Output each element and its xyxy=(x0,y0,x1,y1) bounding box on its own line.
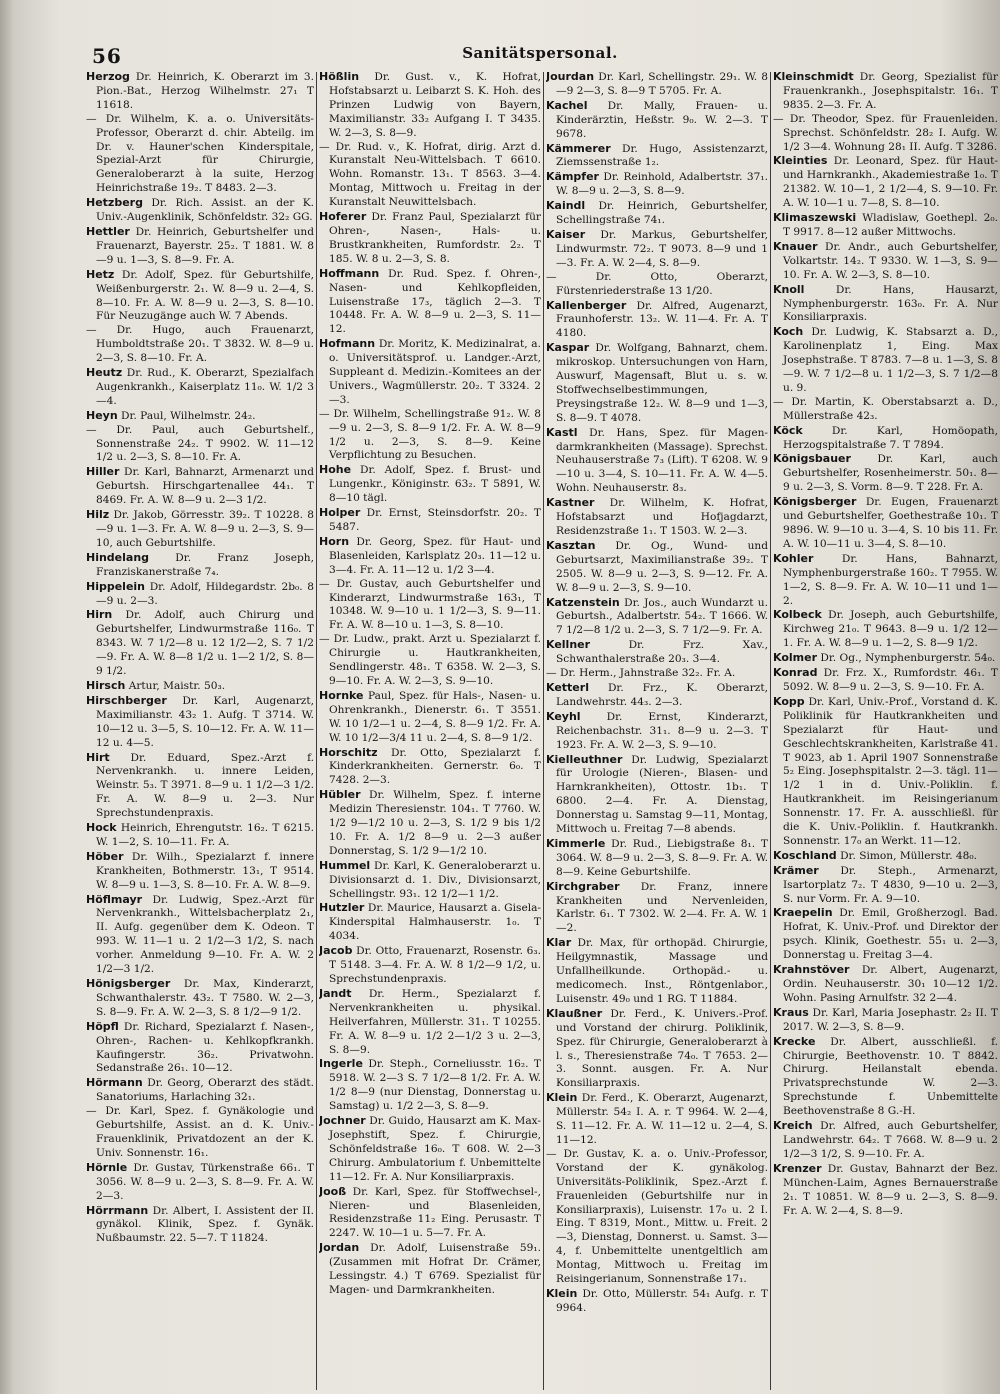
entry-surname: Königsbauer xyxy=(773,452,851,466)
directory-entry xyxy=(546,837,768,880)
entry-surname: Hofmann xyxy=(319,337,376,351)
entry-details: Dr. Karl, Augenarzt, Maximilianstr. 43₂ 1. Aufg. T 3714. W. 10—12 u. 3—5, S. 10—12. Fr. A. W. 11—12 u. 4—5. xyxy=(96,694,314,749)
entry-surname: Hindelang xyxy=(86,550,150,564)
entry-details: Dr. Albert, Augenarzt, Ordin. Neuhauserstr. 30₁ 10—12 1/2. Wohn. Pasing Arnulfstr. 32 2—4. xyxy=(783,964,998,1004)
entry-details: Dr. Franz Paul, Spezialarzt für Ohren-, Nasen-, Hals- u. Brustkrankheiten, Rumfordstr. 2₂. T 185. W. 8 u. 2—3, S. 8. xyxy=(329,211,541,265)
entry-details: Dr. Herm., Spezialarzt f. Nervenkrankheiten u. physikal. Heilverfahren, Müllerstr. 31₁. T 10255. Fr. A. W. 8—9 u. 1/2 2—1/2 3 u. 2—3, S. 8—9. xyxy=(329,987,541,1056)
entry-surname: Holper xyxy=(319,506,361,520)
entry-surname: Hoffmann xyxy=(319,266,380,280)
directory-entry xyxy=(86,409,314,424)
entry-surname: Hirschberger xyxy=(86,693,167,707)
entry-details: Dr. Ferd., K. Univers.-Prof. und Vorstand der chirurg. Poliklinik, Spez. für Chirurgie, Generaloberarzt à l. s., Theresienstraße 74₀. T 7653. 2—3. Sonnt. ausgen. Fr. A. Nur Konsiliarpraxis. xyxy=(556,1007,768,1090)
entry-details: Dr. Richard, Spezialarzt f. Nasen-, Ohren-, Rachen- u. Kehlkopfkrankh. Kaufingerstr. 36₂. Privatwohn. Sedanstraße 26₁. 10—12. xyxy=(96,1020,314,1075)
entry-details: Dr. Hans, Bahnarzt, Nymphenburgerstraße 160₂. T 7955. W. 1—2, S. 8—9. Fr. A. W. 10—11 und 1—2. xyxy=(783,552,998,607)
entry-details: Dr. Hugo, Assistenzarzt, Ziemssenstraße 1₂. xyxy=(556,142,768,169)
directory-entry xyxy=(319,987,541,1058)
entry-surname: Hornke xyxy=(319,688,364,702)
directory-entry xyxy=(546,1148,768,1287)
entry-details: Dr. Rud. Spez. f. Ohren-, Nasen- und Kehlkopfleiden, Luisenstraße 17₃, täglich 2—3. T 10448. Fr. A. W. 8—9 u. 2—3, S. 11—12. xyxy=(329,267,541,336)
directory-entry xyxy=(773,240,998,283)
entry-details: Dr. Rud., Liebigstraße 8₁. T 3064. W. 8—9 u. 2—3, S. 8—9. Fr. A. W. 8—9. Keine Geburtshilfe. xyxy=(556,837,768,878)
entry-details: — Dr. Paul, auch Geburtshelf., Sonnenstraße 24₂. T 9902. W. 11—12 1/2 u. 2—3, S. 8—10. Fr. A. xyxy=(86,423,314,464)
entry-details: Dr. Rud., K. Oberarzt, Spezialfach Augenkrankh., Kaiserplatz 11₀. W. 1/2 3—4. xyxy=(96,367,314,407)
entry-details: — Dr. Gustav, K. a. o. Univ.-Professor, Vorstand der K. gynäkolog. Universitäts-Poliklinik, Spez.-Arzt f. Frauenleiden (Geburtshilfe nur in Konsiliarpraxis), Luisenstr. 17₀ u. 2 I. Eing. T 8319, Mont., Mittw. u. Freit. 2—3, Dienstag, Donnerst. u. Samst. 3—4, f. Unbemittelte unentgeltlich am Montag, Mittwoch u. Freitag im Reisingerianum, Sonnenstraße 17₁. xyxy=(546,1147,768,1286)
directory-entry xyxy=(86,196,314,225)
directory-entry xyxy=(546,667,768,681)
entry-surname: Kallenberger xyxy=(546,298,627,312)
directory-entry xyxy=(773,651,998,666)
directory-entry xyxy=(773,70,998,113)
entry-details: Dr. Karl, Maria Josephastr. 2₂ II. T 2017. W. 2—3, S. 8—9. xyxy=(783,1006,998,1033)
entry-surname: Hummel xyxy=(319,858,371,872)
directory-entry xyxy=(86,508,314,551)
column-2 xyxy=(319,70,541,1390)
entry-surname: Jordan xyxy=(319,1241,360,1255)
entry-surname: Hößlin xyxy=(319,70,360,83)
entry-details: Dr. Steph., Armenarzt, Isartorplatz 7₂. T 4830, 9—10 u. 2—3, S. nur Vorm. Fr. A. 9—10. xyxy=(783,864,998,905)
directory-entry xyxy=(319,535,541,578)
entry-details: Dr. Heinrich, K. Oberarzt im 3. Pion.-Bat., Herzog Wilhelmstr. 27₁ T 11618. xyxy=(96,71,314,111)
entry-surname: Horn xyxy=(319,534,350,548)
entry-details: Dr. Frz., K. Oberarzt, Landwehrstr. 44₃. 2—3. xyxy=(556,681,768,708)
entry-surname: Höpfl xyxy=(86,1019,119,1033)
entry-details: — Dr. Herm., Jahnstraße 32₂. Fr. A. xyxy=(546,667,736,680)
entry-surname: Kastner xyxy=(546,496,595,510)
entry-surname: Hippelein xyxy=(86,579,146,593)
entry-surname: Horschitz xyxy=(319,745,378,759)
directory-entry xyxy=(86,1204,314,1247)
directory-entry xyxy=(773,495,998,552)
entry-details: Dr. Mally, Frauen- u. Kinderärztin, Heßstr. 9₀. W. 2—3. T 9678. xyxy=(556,99,768,140)
directory-entry xyxy=(86,70,314,113)
entry-details: Dr. Georg, Oberarzt des städt. Sanatoriums, Harlaching 32₁. xyxy=(96,1077,314,1104)
entry-details: Dr. Georg, Spezialist für Frauenkrankh., Josephspitalstr. 16₁. T 9835. 2—3. Fr. A. xyxy=(783,71,998,111)
entry-details: Dr. Wilhelm, K. Hofrat, Hofstabsarzt und Hofjagdarzt, Residenzstraße 1₁. T 1503. W. 2—3. xyxy=(556,497,768,537)
entry-surname: Kämpfer xyxy=(546,170,599,184)
directory-entry xyxy=(773,1006,998,1035)
directory-entry xyxy=(773,113,998,155)
directory-entry xyxy=(546,199,768,228)
entry-surname: Kirchgraber xyxy=(546,879,620,893)
directory-entry xyxy=(319,1057,541,1114)
entry-surname: Kachel xyxy=(546,98,588,112)
entry-details: Dr. Adolf, Spez. f. Brust- und Lungenkr., Königinstr. 63₂. T 5891, W. 8—10 tägl. xyxy=(329,464,541,505)
entry-surname: Hilz xyxy=(86,508,110,522)
entry-surname: Hohe xyxy=(319,463,352,477)
directory-entry xyxy=(86,1161,314,1204)
entry-surname: Kaindl xyxy=(546,199,586,213)
entry-details: Dr. Maurice, Hausarzt a. Gisela-Kinderspital Halmhauserstr. 1₀. T 4034. xyxy=(329,902,541,943)
directory-entry xyxy=(319,408,541,464)
directory-entry xyxy=(546,170,768,199)
entry-details: Dr. Max, Kinderarzt, Schwanthalerstr. 43₂. T 7580. W. 2—3, S. 8—9. Fr. A. W. 2—3, S. 8 1/2—9 1/2. xyxy=(96,978,314,1018)
entry-surname: Klar xyxy=(546,936,572,950)
entry-details: Dr. Joseph, auch Geburtshilfe, Kirchweg 21₀. T 9643. 8—9 u. 1/2 12—1. Fr. A. W. 8—9 u. 1—2, S. 8—9 1/2. xyxy=(783,609,998,650)
entry-surname: Kraepelin xyxy=(773,906,833,920)
entry-surname: Klimaszewski xyxy=(773,211,857,225)
directory-entry xyxy=(546,70,768,99)
entry-details: Dr. Otto, Müllerstr. 54₁ Aufg. r. T 9964. xyxy=(556,1287,768,1314)
directory-entry xyxy=(546,936,768,1007)
entry-details: Dr. Heinrich, Geburtshelfer, Schellingstraße 74₁. xyxy=(556,200,768,227)
entry-details: Dr. Eugen, Frauenarzt und Geburtshelfer, Goethestraße 10₁. T 9896. W. 9—10 u. 3—4, S. 10 bis 11. Fr. A. W. 10—11 u. 3—4, S. 8—10. xyxy=(783,496,998,550)
directory-entry xyxy=(86,893,314,977)
directory-entry xyxy=(546,539,768,596)
directory-entry xyxy=(546,753,768,837)
directory-entry xyxy=(86,424,314,466)
entry-details: Dr. Albert, ausschließl. f. Chirurgie, Beethovenstr. 10. T 8842. Chirurg. Heilanstalt ebenda. Privatsprechstunde W. 2—3. Sprechstunde f. Unbemittelte Beethovenstraße 8 G.-H. xyxy=(783,1035,998,1118)
directory-entry xyxy=(546,142,768,171)
entry-surname: Königsberger xyxy=(773,495,857,509)
entry-surname: Krecke xyxy=(773,1034,816,1048)
entry-details: Dr. Rich. Assist. an der K. Univ.-Augenklinik, Schönfeldstr. 32₂ GG. xyxy=(96,197,314,224)
entry-details: Dr. Gustav, Türkenstraße 66₁. T 3056. W. 8—9 u. 2—3, S. 8—9. Fr. A. W. 2—3. xyxy=(96,1161,314,1202)
entry-details: Dr. Moritz, K. Medizinalrat, a. o. Universitätsprof. u. Landger.-Arzt, Suppleant d. Medizin.-Komitees an der Univers., Wagmüllerstr. 20₂. T 3324. 2—3. xyxy=(329,338,541,406)
entry-details: Dr. Adolf, Luisenstraße 59₁. (Zusammen mit Hofrat Dr. Crämer, Lessingstr. 4.) T 6769. Spezialist für Magen- und Darmkrankheiten. xyxy=(329,1242,541,1296)
entry-surname: Knauer xyxy=(773,239,818,253)
entry-details: — Dr. Gustav, auch Geburtshelfer und Kinderarzt, Lindwurmstraße 163₁, T 10348. W. 9—10 u. 1 1/2—3, S. 9—11. Fr. A. W. 8—10 u. 1—3, S. 8—10. xyxy=(319,577,541,632)
entry-details: Dr. Karl, Spez. für Stoffwechsel-, Nieren- und Blasenleiden, Residenzstraße 11₂ Eing. Perusastr. T 2247. W. 10—1 u. 5—7. Fr. A. xyxy=(329,1185,541,1240)
directory-entry xyxy=(319,788,541,859)
entry-details: Dr. Frz. X., Rumfordstr. 46₁. T 5092. W. 8—9 u. 2—3, S. 9—10. Fr. A. xyxy=(783,667,998,693)
entry-details: Dr. Og., Nymphenburgerstr. 54₀. xyxy=(820,652,996,665)
directory-entry xyxy=(546,681,768,710)
entry-surname: Koschland xyxy=(773,848,837,862)
entry-details: Artur, Maistr. 50₃. xyxy=(128,679,226,692)
directory-entry xyxy=(86,821,314,850)
directory-entry xyxy=(773,211,998,240)
running-head: Sanitätspersonal. xyxy=(462,44,618,62)
entry-details: Dr. Gust. v., K. Hofrat, Hofstabsarzt u. Leibarzt S. K. Hoh. des Prinzen Ludwig von Bayern, Maximilianstr. 33₂ Aufgang I. T 3435. W. 2—3, S. 8—9. xyxy=(329,71,541,139)
directory-entry xyxy=(319,337,541,408)
entry-details: Dr. Markus, Geburtshelfer, Lindwurmstr. 72₂. T 9073. 8—9 und 1—3. Fr. A. W. 2—4, S. 8—9. xyxy=(556,228,768,269)
entry-details: Dr. Karl, K. Generaloberarzt u. Divisionsarzt d. 1. Div., Divisionsarzt, Schellingstr. 93₁. 12 1/2—1 1/2. xyxy=(329,859,541,900)
entry-details: Dr. Max, für orthopäd. Chirurgie, Heilgymnastik, Massage und Unfallheilkunde. Orthopäd.- u. medicomech. Inst., Röntgenlabor., Luisenstr. 49₀ und 1 RG. T 11884. xyxy=(556,937,768,1005)
entry-details: Dr. Og., Wund- und Geburtsarzt, Maximilianstraße 39₂. T 2505. W. 8—9 u. 2—3, S. 9—12. Fr. A. W. 8—9 u. 2—3, S. 9—10. xyxy=(556,539,768,594)
entry-details: Dr. Hans, Hausarzt, Nymphenburgerstr. 163₀. Fr. A. Nur Konsiliarpraxis. xyxy=(783,283,998,324)
directory-entry xyxy=(86,1076,314,1105)
directory-entry xyxy=(773,1119,998,1162)
entry-details: Dr. Adolf, Hildegardstr. 2b₀. 8—9 u. 2—3. xyxy=(96,580,314,607)
columns-container xyxy=(86,70,998,1390)
directory-entry xyxy=(773,452,998,495)
directory-entry xyxy=(319,859,541,902)
directory-entry xyxy=(546,99,768,142)
entry-details: Dr. Franz, innere Krankheiten und Nervenleiden, Karlstr. 6₁. T 7302. W. 2—4. Fr. A. W. 1—2. xyxy=(556,880,768,935)
entry-details: Dr. Andr., auch Geburtshelfer, Volkartstr. 14₂. T 9330. W. 1—3, S. 9—10. Fr. A. W. 2—3, S. 8—10. xyxy=(783,240,998,281)
entry-surname: Keyhl xyxy=(546,709,581,723)
entry-surname: Ketterl xyxy=(546,680,589,694)
entry-details: Dr. Ludwig, Spez.-Arzt für Nervenkrankh., Wittelsbacherplatz 2₁, II. Aufg. gegenüber dem K. Odeon. T 993. W. 11—1 u. 2 1/2—3 1/2, S. nach vorher. Anmeldung 9—10. Fr. A. W. 2 1/2—3 1/2. xyxy=(96,893,314,976)
entry-surname: Kielleuthner xyxy=(546,752,623,766)
entry-details: — Dr. Martin, K. Oberstabsarzt a. D., Müllerstraße 42₃. xyxy=(773,395,998,422)
entry-details: Wladislaw, Goethepl. 2₀. T 9917. 8—12 außer Mittwochs. xyxy=(783,212,998,238)
directory-entry xyxy=(86,608,314,679)
entry-details: Dr. Reinhold, Adalbertstr. 37₁. W. 8—9 u. 2—3, S. 8—9. xyxy=(556,171,768,198)
entry-surname: Klaußner xyxy=(546,1006,603,1020)
entry-surname: Kreich xyxy=(773,1119,813,1133)
directory-entry xyxy=(319,578,541,634)
directory-entry xyxy=(546,426,768,497)
entry-surname: Kasztan xyxy=(546,538,596,552)
entry-details: Dr. Alfred, Augenarzt, Fraunhoferstr. 13₂. W. 11—4. Fr. A. T 4180. xyxy=(556,299,768,340)
entry-details: Dr. Karl, Univ.-Prof., Vorstand d. K. Poliklinik für Hautkrankheiten und Spezialarzt für Haut- und Geschlechtskrankheiten, Karlstraße 41. T 9023, ab 1. April 1907 Sonnenstraße 5₂ Eing. Josephspitalstr. 2—3. tägl. 11—1/2 1 in d. Univ.-Poliklin. f. Hautkrankheit. im Reisingerianum Sonnenstr. 17. Fr. A. ausschließl. für die K. Univ.-Poliklin. f. Hautkrankh. Sonnenstr. 17₀ an Werkt. 11—12. xyxy=(783,695,998,847)
directory-entry xyxy=(773,608,998,651)
entry-surname: Kastl xyxy=(546,425,578,439)
entry-details: Dr. Paul, Wilhelmstr. 24₂. xyxy=(121,409,256,422)
entry-surname: Knoll xyxy=(773,282,805,296)
entry-surname: Krenzer xyxy=(773,1161,822,1175)
entry-details: — Dr. Otto, Oberarzt, Fürstenriederstraße 13 1/20. xyxy=(546,270,768,297)
entry-details: Dr. Jos., auch Wundarzt u. Geburtsh., Adalbertstr. 54₂. T 1666. W. 7 1/2—8 1/2 u. 2—3, S. 7 1/2—9. Fr. A. xyxy=(556,596,768,637)
directory-entry xyxy=(319,1185,541,1242)
page-number: 56 xyxy=(92,44,122,68)
entry-details: Dr. Karl, Schellingstr. 29₁. W. 8—9 2—3, S. 8—9 T 5705. Fr. A. xyxy=(556,71,768,97)
entry-details: — Dr. Rud. v., K. Hofrat, dirig. Arzt d. Kuranstalt Neu-Wittelsbach. T 6610. Wohn. Romanstr. 13₁. T 8563. 3—4. Montag, Mittwoch u. Freitag in der Kuranstalt Neuwittelsbach. xyxy=(319,140,541,209)
directory-entry xyxy=(773,283,998,326)
directory-entry xyxy=(319,1241,541,1298)
entry-surname: Kaiser xyxy=(546,227,586,241)
entry-details: Paul, Spez. für Hals-, Nasen- u. Ohrenkrankh., Dienerstr. 6₁. T 3551. W. 10 1/2—1 u. 2—4, S. 8—9 1/2. Fr. A. W. 10 1/2—3/4 11 u. 2—4, S. 8—9 1/2. xyxy=(329,689,541,744)
directory-entry xyxy=(86,465,314,508)
directory-entry xyxy=(773,1035,998,1119)
directory-entry xyxy=(319,746,541,789)
directory-entry xyxy=(86,324,314,366)
entry-surname: Klein xyxy=(546,1091,578,1105)
directory-entry xyxy=(86,113,314,196)
directory-entry xyxy=(546,299,768,342)
directory-entry xyxy=(86,850,314,893)
directory-entry xyxy=(319,141,541,211)
entry-details: Heinrich, Ehrengutstr. 16₂. T 6215. W. 1—2, S. 10—11. Fr. A. xyxy=(96,822,314,848)
directory-entry xyxy=(773,424,998,453)
directory-entry xyxy=(86,366,314,409)
directory-entry xyxy=(546,710,768,753)
entry-surname: Kolbeck xyxy=(773,608,822,622)
directory-entry xyxy=(319,463,541,506)
directory-entry xyxy=(546,1091,768,1148)
entry-details: Dr. Otto, Spezialarzt f. Kinderkrankheiten. Gernerstr. 6₀. T 7428. 2—3. xyxy=(329,746,541,787)
entry-surname: Kämmerer xyxy=(546,141,611,155)
entry-surname: Jacob xyxy=(319,944,353,958)
entry-surname: Konrad xyxy=(773,666,818,680)
entry-details: Dr. Karl, Bahnarzt, Armenarzt und Geburtsh. Hirschgartenallee 44₁. T 8469. Fr. A. W. 8—9 u. 2—3 1/2. xyxy=(96,466,314,507)
directory-entry xyxy=(773,695,998,849)
directory-entry xyxy=(546,880,768,937)
column-3 xyxy=(546,70,768,1390)
column-rule xyxy=(770,72,771,1390)
entry-surname: Hoferer xyxy=(319,210,367,224)
entry-surname: Kellner xyxy=(546,638,591,652)
entry-surname: Katzenstein xyxy=(546,595,620,609)
column-1 xyxy=(86,70,314,1390)
entry-surname: Hirt xyxy=(86,750,110,764)
entry-surname: Heutz xyxy=(86,366,123,380)
entry-surname: Hirn xyxy=(86,608,113,622)
entry-details: Dr. Ernst, Steinsdorfstr. 20₂. T 5487. xyxy=(329,507,541,533)
directory-entry xyxy=(86,694,314,751)
directory-entry xyxy=(86,1020,314,1077)
entry-surname: Hörnle xyxy=(86,1160,128,1174)
entry-surname: Kleinschmidt xyxy=(773,70,854,83)
directory-entry xyxy=(86,580,314,609)
entry-details: Dr. Emil, Großherzogl. Bad. Hofrat, K. Univ.-Prof. und Direktor der psych. Klinik, Goethestr. 55₁ u. 2—3, Donnerstag u. Freitag 3—4. xyxy=(783,907,998,962)
entry-surname: Krahnstöver xyxy=(773,963,850,977)
entry-surname: Jandt xyxy=(319,986,352,1000)
entry-details: Dr. Wilhelm, Spez. f. interne Medizin Theresienstr. 104₁. T 7760. W. 1/2 9—1/2 10 u. 2—3, S. 1/2 9 bis 1/2 10. Fr. A. 1/2 8—9 u. 2—3 außer Donnerstag, S. 1/2 9—1/2 10. xyxy=(329,789,541,857)
entry-details: Dr. Leonard, Spez. für Haut- und Harnkrankh., Akademiestraße 1₀. T 21382. W. 10—1, 2 1/2—4, S. 9—10. Fr. A. W. 10—1 u. 7—8, S. 8—10. xyxy=(783,155,998,210)
entry-surname: Jooß xyxy=(319,1184,347,1198)
directory-entry xyxy=(773,396,998,424)
directory-entry xyxy=(773,154,998,211)
directory-entry xyxy=(546,1007,768,1091)
entry-details: Dr. Karl, Homöopath, Herzogspitalstraße 7. T 7894. xyxy=(783,424,998,451)
directory-entry xyxy=(773,325,998,396)
column-4 xyxy=(773,70,998,1390)
entry-surname: Koch xyxy=(773,325,804,339)
entry-details: Dr. Wilh., Spezialarzt f. innere Krankheiten, Bothmerstr. 13₁, T 9514. W. 8—9 u. 1—3, S. 8—10. Fr. A. W. 8—9. xyxy=(96,850,314,891)
directory-entry xyxy=(86,551,314,580)
entry-details: Dr. Heinrich, Geburtshelfer und Frauenarzt, Bayerstr. 25₂. T 1881. W. 8—9 u. 1—3, S. 8—9. Fr. A. xyxy=(96,225,314,266)
entry-surname: Hetzberg xyxy=(86,196,143,210)
directory-entry xyxy=(773,1162,998,1219)
directory-entry xyxy=(319,210,541,267)
entry-details: Dr. Frz. Xav., Schwanthalerstraße 20₃. 3—4. xyxy=(556,639,768,666)
entry-details: Dr. Franz Joseph, Franziskanerstraße 7₄. xyxy=(96,551,314,578)
entry-details: Dr. Guido, Hausarzt am K. Max-Josephstift, Spez. f. Chirurgie, Schönfeldstraße 16₀. T 608. W. 2—3 Chirurg. Ambulatorium f. Unbemittelte 11—12. Fr. A. Nur Konsiliarpraxis. xyxy=(329,1115,541,1183)
directory-entry xyxy=(319,1114,541,1185)
entry-details: Dr. Hans, Spez. für Magen-darmkrankheiten (Massage). Sprechst. Neuhauserstraße 7₃ (Lift). T 6208. W. 9—10 u. 3—4, S. 10—11. Fr. A. W. 4—5. Wohn. Neuhauserstr. 8₃. xyxy=(556,426,768,495)
directory-entry xyxy=(773,849,998,864)
directory-entry xyxy=(546,596,768,639)
entry-surname: Hörmann xyxy=(86,1076,143,1090)
directory-entry xyxy=(86,1105,314,1161)
directory-entry xyxy=(319,689,541,746)
directory-entry xyxy=(319,901,541,944)
entry-details: Dr. Ludwig, K. Stabsarzt a. D., Karolinenplatz 1, Eing. Max Josephstraße. T 8783. 7—8 u. 1—3, S. 8—9. W. 7 1/2—8 u. 1 1/2—3, S. 7 1/2—8 u. 9. xyxy=(783,326,998,394)
entry-surname: Kimmerle xyxy=(546,836,606,850)
directory-entry xyxy=(773,666,998,695)
entry-surname: Hirsch xyxy=(86,678,126,692)
entry-surname: Hettler xyxy=(86,224,130,238)
entry-surname: Kopp xyxy=(773,694,805,708)
entry-details: Dr. Ernst, Kinderarzt, Reichenbachstr. 31₁. 8—9 u. 2—3. T 1923. Fr. A. W. 2—3, S. 9—10. xyxy=(556,710,768,751)
entry-surname: Hönigsberger xyxy=(86,977,171,990)
entry-surname: Ingerle xyxy=(319,1057,363,1071)
directory-entry xyxy=(773,552,998,609)
directory-entry xyxy=(546,1287,768,1316)
directory-entry xyxy=(319,70,541,141)
entry-details: Dr. Ludwig, Spezialarzt für Urologie (Nieren-, Blasen- und Harnkrankheiten), Ottostr. 1b₁. T 6800. 2—4. Fr. A. Dienstag, Donnerstag u. Samstag 9—11, Montag, Mittwoch u. Freitag 7—8 abends. xyxy=(556,753,768,836)
directory-entry xyxy=(319,944,541,987)
entry-surname: Krämer xyxy=(773,863,819,877)
entry-details: Dr. Alfred, auch Geburtshelfer, Landwehrstr. 64₂. T 7668. W. 8—9 u. 2 1/2—3 1/2, S. 9—10. Fr. A. xyxy=(783,1120,998,1160)
directory-entry xyxy=(546,341,768,425)
entry-surname: Jochner xyxy=(319,1114,366,1128)
directory-entry xyxy=(773,864,998,907)
entry-details: Dr. Otto, Frauenarzt, Rosenstr. 6₃. T 5148. 3—4. Fr. A. W. 8 1/2—9 1/2, u. Sprechstundenpraxis. xyxy=(329,945,541,985)
entry-details: Dr. Simon, Müllerstr. 48₀. xyxy=(840,849,978,862)
entry-details: — Dr. Hugo, auch Frauenarzt, Humboldtstraße 20₁. T 3832. W. 8—9 u. 2—3, S. 8—10. Fr. A. xyxy=(86,324,314,365)
entry-details: Dr. Adolf, auch Chirurg und Geburtshelfer, Lindwurmstraße 116₀. T 8343. W. 7 1/2—8 u. 12 1/2—2, S. 7 1/2—9. Fr. A. W. 8—8 1/2 u. 1—2 1/2, S. 8—9 1/2. xyxy=(96,609,314,678)
entry-surname: Kleinties xyxy=(773,154,828,168)
directory-entry xyxy=(86,679,314,694)
entry-surname: Hiller xyxy=(86,465,120,479)
entry-details: Dr. Wolfgang, Bahnarzt, chem. mikroskop. Untersuchungen von Harn, Auswurf, Magensaft, Blut u. s. w. Stoffwechselbestimmungen, Preysingstraße 12₂. W. 8—9 und 1—3, S. 8—9. T 4078. xyxy=(556,342,768,424)
entry-details: — Dr. Theodor, Spez. für Frauenleiden. Sprechst. Schönfeldstr. 28₂ I. Aufg. W. 1/2 3—4. Wohnung 28₁ II. Aufg. T 3286. xyxy=(773,112,998,153)
entry-surname: Kraus xyxy=(773,1005,809,1019)
directory-entry xyxy=(86,225,314,268)
directory-entry xyxy=(773,963,998,1006)
entry-details: — Dr. Wilhelm, Schellingstraße 91₂. W. 8—9 u. 2—3, S. 8—9 1/2. Fr. A. W. 8—9 1/2 u. 2—3, S. 8—9. Keine Verpflichtung zu Besuchen. xyxy=(319,407,541,462)
entry-details: Dr. Eduard, Spez.-Arzt f. Nervenkrankh. u. innere Leiden, Weinstr. 5₃. T 3971. 8—9 u. 1 1/2—3 1/2. Fr. A. W. 8—9 u. 2—3. Nur Sprechstundenpraxis. xyxy=(96,751,314,820)
directory-entry xyxy=(319,633,541,689)
entry-surname: Herzog xyxy=(86,70,130,83)
entry-details: Dr. Steph., Corneliusstr. 16₂. T 5918. W. 2—3 S. 7 1/2—8 1/2. Fr. A. W. 1/2 8—9 (nur Dienstag, Donnerstag u. Samstag) u. 1/2 2—3, S. 8—9. xyxy=(329,1058,541,1113)
entry-surname: Klein xyxy=(546,1286,578,1300)
entry-details: Dr. Jakob, Görresstr. 39₂. T 10228. 8—9 u. 1—3. Fr. A. W. 8—9 u. 2—3, S. 9—10, auch Geburtshilfe. xyxy=(96,509,314,549)
entry-surname: Höflmayr xyxy=(86,892,143,906)
directory-entry xyxy=(86,751,314,822)
entry-surname: Hetz xyxy=(86,267,115,281)
column-rule xyxy=(543,72,544,1390)
entry-details: — Dr. Ludw., prakt. Arzt u. Spezialarzt f. Chirurgie u. Hautkrankheiten, Sendlingerstr. 48₁. T 6358. W. 2—3, S. 9—10. Fr. A. W. 2—3, S. 9—10. xyxy=(319,633,541,687)
directory-entry xyxy=(86,977,314,1020)
entry-details: — Dr. Karl, Spez. f. Gynäkologie und Geburtshilfe, Assist. an d. K. Univ.-Frauenklinik, Privatdozent an der K. Univ. Sonnenstr. 16₁. xyxy=(86,1105,314,1159)
entry-surname: Hörrmann xyxy=(86,1203,149,1217)
directory-entry xyxy=(546,496,768,539)
entry-surname: Kolmer xyxy=(773,651,818,665)
entry-surname: Hutzler xyxy=(319,901,365,915)
directory-entry xyxy=(319,267,541,338)
directory-entry xyxy=(86,268,314,325)
entry-surname: Köck xyxy=(773,423,803,437)
column-rule xyxy=(316,72,317,1390)
entry-details: Dr. Albert, I. Assistent der II. gynäkol. Klinik, Spez. f. Gynäk. Nußbaumstr. 22. 5—7. T 11824. xyxy=(96,1204,314,1245)
directory-entry xyxy=(546,638,768,667)
directory-entry xyxy=(773,906,998,963)
entry-details: Dr. Karl, auch Geburtshelfer, Rosenheimerstr. 50₁. 8—9 u. 2—3, S. Vorm. 8—9. T 228. Fr. A. xyxy=(783,453,998,494)
entry-surname: Höber xyxy=(86,849,124,863)
entry-surname: Heyn xyxy=(86,408,118,422)
entry-details: Dr. Ferd., K. Oberarzt, Augenarzt, Müllerstr. 54₂ I. A. r. T 9964. W. 2—4, S. 11—12. Fr. A. W. 11—12 u. 2—4, S. 11—12. xyxy=(556,1092,768,1146)
entry-details: Dr. Adolf, Spez. für Geburtshilfe, Weißenburgerstr. 2₁. W. 8—9 u. 2—4, S. 8—10. Fr. A. W. 8—9 u. 2—3, S. 8—10. Für Neuzugänge auch W. 7 Abends. xyxy=(96,268,314,323)
entry-details: — Dr. Wilhelm, K. a. o. Universitäts-Professor, Oberarzt d. chir. Abteilg. im Dr. v. Hauner'schen Kinderspitale, Spezial-Arzt für Chirurgie, Generaloberarzt à la suite, Herzog Heinrichstraße 19₂. T 8483. 2—3. xyxy=(86,112,314,195)
entry-surname: Jourdan xyxy=(546,70,595,83)
directory-entry xyxy=(546,228,768,271)
entry-details: Dr. Gustav, Bahnarzt der Bez. München-Laim, Agnes Bernauerstraße 2₁. T 10851. W. 8—9 u. 2—3, S. 8—9. Fr. A. W. 2—4, S. 8—9. xyxy=(783,1162,998,1217)
directory-entry xyxy=(546,271,768,299)
directory-entry xyxy=(319,506,541,535)
entry-surname: Kaspar xyxy=(546,341,590,355)
entry-surname: Hock xyxy=(86,821,117,835)
entry-surname: Kohler xyxy=(773,551,814,565)
entry-details: Dr. Georg, Spez. für Haut- und Blasenleiden, Karlsplatz 20₃. 11—12 u. 3—4. Fr. A. 11—12 u. 1/2 3—4. xyxy=(329,535,541,576)
entry-surname: Hübler xyxy=(319,788,361,802)
